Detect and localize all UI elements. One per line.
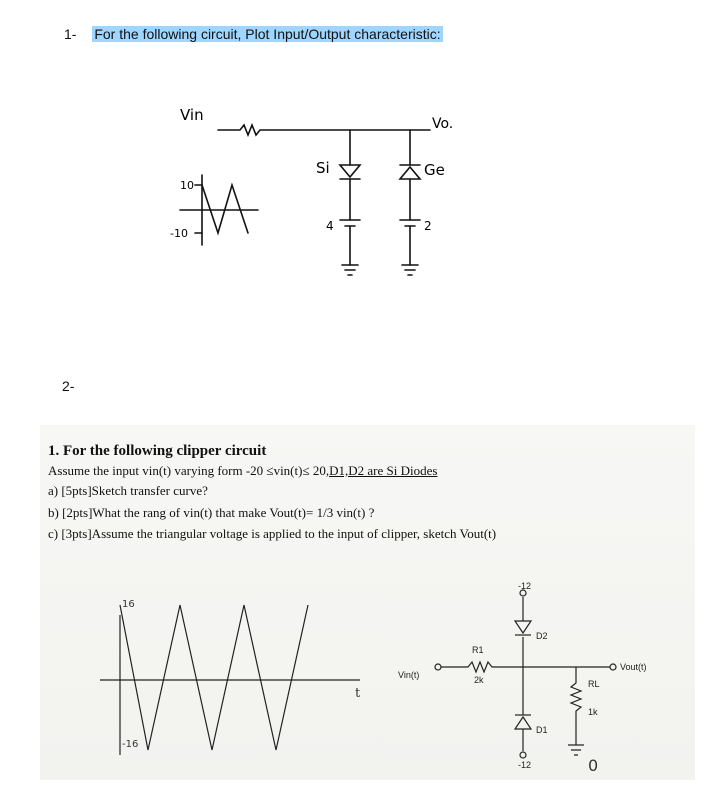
sketch-vin-label: Vin (180, 106, 204, 124)
sketch-vpos-label: 10 (180, 179, 194, 192)
rl-value: 1k (588, 707, 598, 717)
d1-label: D1 (536, 725, 548, 735)
peak-top-label: 16 (122, 599, 135, 610)
rl-label: RL (588, 679, 600, 689)
sketch-ge-label: Ge (424, 161, 445, 179)
question-1-text: For the following circuit, Plot Input/Output characteristic: (94, 26, 441, 42)
vin-label: Vin(t) (398, 670, 420, 680)
question-2-number: 2- (62, 378, 75, 394)
vout-label: Vout(t) (620, 662, 647, 672)
problem-assume-prefix: Assume the input vin(t) varying form -20 ≤vin(t)≤ 20, (48, 463, 330, 478)
sketch-battery2-label: 2 (424, 219, 432, 233)
bottom-supply-label: -12 (518, 760, 532, 770)
problem-part-a: a) [5pts]Sketch transfer curve? (48, 483, 208, 498)
peak-bottom-label: -16 (122, 739, 139, 750)
question-1-number: 1- (64, 26, 77, 42)
r1-value: 2k (474, 675, 484, 685)
r1-label: R1 (472, 645, 484, 655)
problem-photo (40, 425, 695, 780)
problem-assume-diodes: D1,D2 are Si Diodes (329, 463, 438, 478)
sketch-vo-label: Vo. (432, 116, 454, 132)
handdrawn-circuit-sketch (140, 95, 520, 315)
problem-part-b: b) [2pts]What the rang of vin(t) that make Vout(t)= 1/3 vin(t) ? (48, 505, 375, 520)
question-1 (64, 26, 443, 42)
problem-title: 1. For the following clipper circuit (48, 443, 267, 459)
d2-label: D2 (536, 631, 548, 641)
t-axis-label: t (355, 686, 361, 701)
ground-label: 0 (588, 756, 599, 775)
sketch-si-label: Si (316, 159, 330, 177)
sketch-battery1-label: 4 (326, 219, 334, 233)
clipper-circuit-diagram (40, 425, 695, 780)
top-supply-label: -12 (518, 581, 532, 591)
problem-part-c: c) [3pts]Assume the triangular voltage is applied to the input of clipper, sketch Vout(t) (48, 526, 497, 541)
sketch-vneg-label: -10 (170, 227, 188, 240)
